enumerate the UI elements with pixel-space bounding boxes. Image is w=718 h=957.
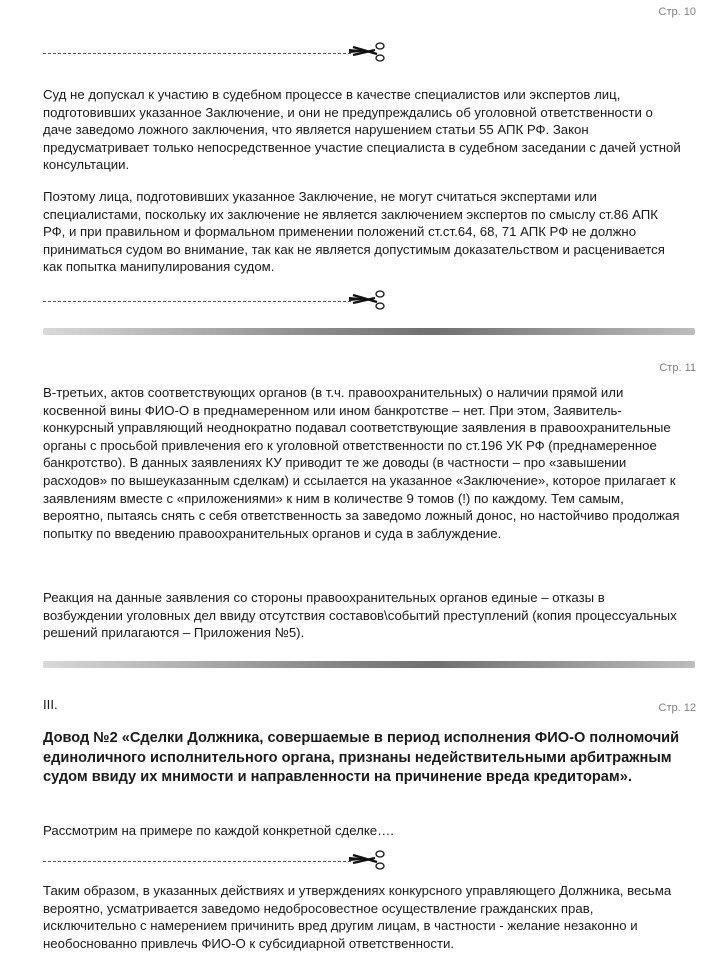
cut-line xyxy=(43,42,393,66)
page-separator xyxy=(43,328,695,335)
page10-paragraph-2: Поэтому лица, подготовивших указанное Заключение, не могут считаться экспертами или специалистами, поскольку их заключение не является заключением экспертов по смыслу ст.86 АПК РФ, и при правильном и формальном применении положений ст.ст.64, 68, 71 АПК РФ не должно приниматься судом во внимание, так как не является допустимым доказательством и расценивается как попытка манипулирования судом. xyxy=(43,189,665,275)
cut-line xyxy=(43,850,393,874)
page11-paragraph-1: В-третьих, актов соответствующих органов (в т.ч. правоохранительных) о наличии прямой или косвенной вины ФИО-О в преднамеренном или ином банкротстве – нет. При этом, Заявитель-конкурсный управляющий неоднократно подавал соответствующие заявления в правоохранительные органы с просьбой привлечения его к уголовной ответственности по ст.196 УК РФ (преднамеренное банкротство). В данных заявлениях КУ приводит те же доводы (в частности – про «завышении расходов» по вышеуказанным сделкам) и ссылается на указанное «Заключение», которое прилагает к заявлениям вместе с «приложениями» к ним в количестве 9 томов (!) по каждому. Тем самым, вероятно, пытаясь снять с себя ответственность за заведомо ложный донос, но настойчиво продолжая попытку по введению правоохранительных органов и суда в заблуждение. xyxy=(43,385,680,541)
section-heading: Довод №2 «Сделки Должника, совершаемые в период исполнения ФИО-О полномочий единоличного исполнительного органа, признаны недействительными арбитражным судом ввиду их мнимости и направленности на причинение вреда кредиторам». xyxy=(43,730,680,786)
scissors-icon xyxy=(347,288,391,314)
page-number-10: Стр. 10 xyxy=(658,6,696,18)
cut-line xyxy=(43,290,393,314)
page12-paragraph-2: Таким образом, в указанных действиях и утверждениях конкурсного управляющего Должника, весьма вероятно, усматривается заведомо недобросовестное осуществление гражданских прав, исключительно с намерением причинить вред другим лицам, в частности - желание незаконно и необоснованно привлечь ФИО-О к субсидиарной ответственности. xyxy=(43,883,672,951)
page11-paragraph-2: Реакция на данные заявления со стороны правоохранительных органов единые – отказы в возбуждении уголовных дел ввиду отсутствия составов\событий преступлений (копия процессуальных решений прилагаются – Приложения №5). xyxy=(43,590,677,641)
page10-paragraph-1: Суд не допускал к участию в судебном процессе в качестве специалистов или экспертов лиц, подготовивших указанное Заключение, и они не предупреждались об уголовной ответственности о даче заведомо ложного заключения, что является нарушением статьи 55 АПК РФ. Закон предусматривает только непосредственное участие специалиста в судебном заседании с дачей устной консультации. xyxy=(43,87,681,173)
scissors-icon xyxy=(347,40,391,66)
scissors-icon xyxy=(347,848,391,874)
dashed-line xyxy=(43,53,351,54)
page12-paragraph-1: Рассмотрим на примере по каждой конкретной сделке…. xyxy=(43,823,394,838)
page-number-12: Стр. 12 xyxy=(658,702,696,714)
section-numeral: III. xyxy=(43,697,58,712)
page-separator xyxy=(43,661,695,668)
page-number-11: Стр. 11 xyxy=(659,362,696,374)
dashed-line xyxy=(43,301,351,302)
dashed-line xyxy=(43,861,351,862)
